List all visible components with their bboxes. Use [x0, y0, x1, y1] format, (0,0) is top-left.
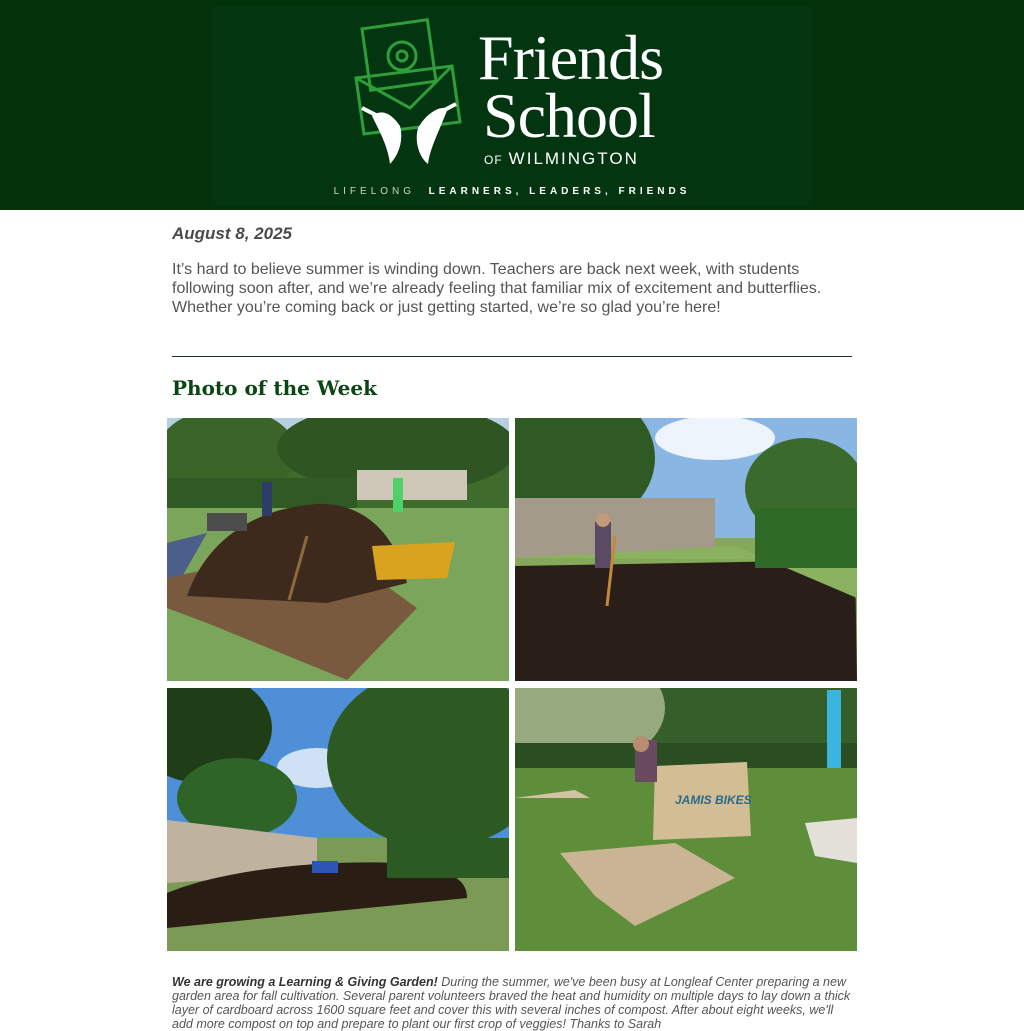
garden-compost-pile-photo-icon: [167, 418, 509, 681]
section-title: Photo of the Week: [172, 376, 377, 400]
logo-tagline: [212, 186, 812, 197]
caption-body: During the summer, we've been busy at Longleaf Center preparing a new garden area for fall cultivation. Several parent volunteers braved the heat and humidity on multiple days to lay down a thick layer of cardboard across 1600 square feet and cover this with several inches of compost. After about eight weeks, we'll add more compost on top and prepare to plant our first crop of veggies! Thanks to Sarah: [172, 975, 851, 1031]
logo-word-friends: Friends: [478, 22, 663, 93]
photo-caption: [172, 975, 852, 1031]
garden-cardboard-photo-icon: [515, 688, 857, 951]
tagline-light: LIFELONG: [333, 186, 416, 197]
photo-cardboard[interactable]: [515, 688, 857, 951]
newsletter-date: August 8, 2025: [172, 224, 292, 243]
tagline-bold: LEARNERS, LEADERS, FRIENDS: [428, 186, 691, 197]
photo-garden-bed[interactable]: [167, 688, 509, 951]
intro-paragraph: It’s hard to believe summer is winding down. Teachers are back next week, with students following soon after, and we’re already feeling that familiar mix of excitement and butterflies. Whether you’re coming back or just getting started, we’re so glad you’re here!: [172, 261, 822, 316]
logo-of: OF: [484, 153, 503, 167]
header-band: [0, 0, 1024, 210]
garden-bed-wide-photo-icon: [167, 688, 509, 951]
caption-heading: We are growing a Learning & Giving Garden!: [172, 975, 438, 989]
logo-place: WILMINGTON: [508, 149, 639, 168]
logo-word-school: School: [483, 80, 655, 151]
logo-subtitle: [484, 149, 639, 169]
school-logo[interactable]: [212, 6, 812, 206]
jamis-box-label: JAMIS BIKES: [675, 793, 752, 807]
photo-raking[interactable]: [515, 418, 857, 681]
photo-compost-pile[interactable]: [167, 418, 509, 681]
garden-raking-photo-icon: [515, 418, 857, 681]
envelope-doves-logo-icon: [352, 16, 467, 171]
section-divider: [172, 356, 852, 357]
